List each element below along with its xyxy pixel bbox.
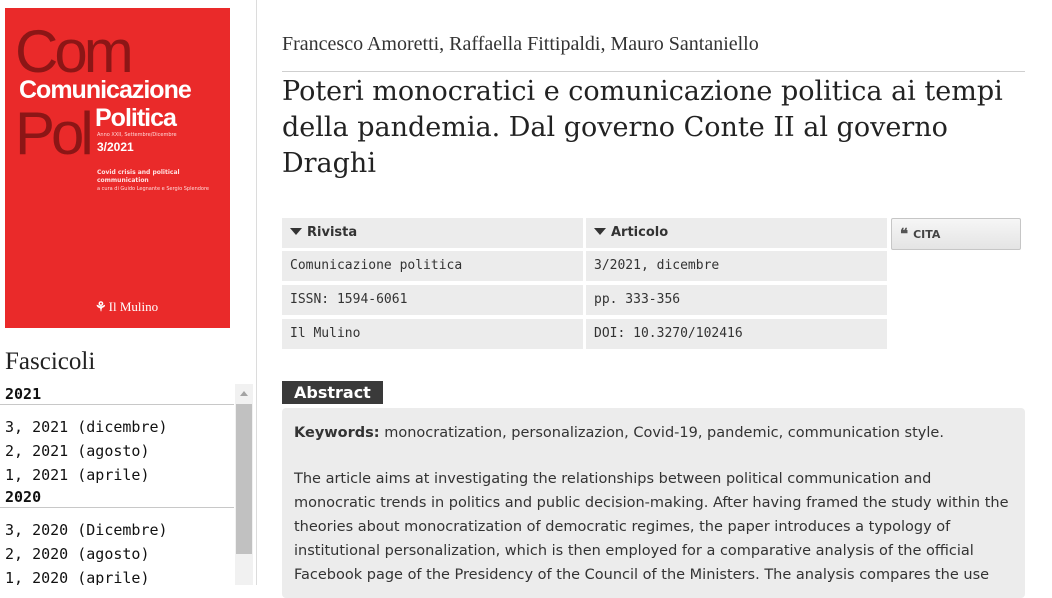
left-column	[0, 0, 257, 585]
articolo-header-label: Articolo	[611, 225, 669, 240]
cover-big-com: Com	[15, 18, 130, 85]
issue-link[interactable]: 2, 2021 (agosto)	[5, 442, 150, 460]
article-title: Poteri monocratici e comunicazione politica ai tempi della pandemia. Dal governo Conte II al governo Draghi	[282, 76, 1003, 179]
quote-icon: ❝	[900, 225, 909, 243]
issue-link[interactable]: 2, 2020 (agosto)	[5, 545, 150, 563]
cover-issue: 3/2021	[97, 140, 134, 154]
title-divider	[282, 71, 1025, 72]
caret-down-icon	[290, 228, 302, 235]
cover-publisher	[95, 299, 158, 315]
issue-link[interactable]: 1, 2021 (aprile)	[5, 466, 150, 484]
scrollbar-thumb[interactable]	[236, 404, 252, 554]
cita-label: CITA	[913, 228, 941, 241]
publisher: Il Mulino	[282, 319, 583, 349]
article-pages: pp. 333-356	[586, 285, 887, 315]
abstract-box	[282, 408, 1025, 598]
article-issue: 3/2021, dicembre	[586, 251, 887, 281]
cover-title-line1: Comunicazione	[19, 76, 191, 104]
cover-meta: Anno XXII, Settembre/Dicembre	[97, 132, 177, 138]
issue-link[interactable]: 3, 2021 (dicembre)	[5, 418, 168, 436]
cita-button[interactable]	[891, 218, 1021, 250]
issue-link[interactable]: 3, 2020 (Dicembre)	[5, 521, 168, 539]
cover-curators: a cura di Guido Legnante e Sergio Splendore	[97, 186, 209, 192]
keywords-text: monocratization, personalizazion, Covid-19, pandemic, communication style.	[379, 425, 944, 441]
year-heading-2020: 2020	[0, 487, 234, 508]
abstract-label: Abstract	[282, 381, 383, 404]
cover-subtitle: Covid crisis and political communication	[97, 169, 180, 184]
fascicoli-heading: Fascicoli	[5, 348, 96, 375]
publisher-logo-icon: ⚘	[95, 299, 107, 314]
publisher-name: Il Mulino	[108, 299, 159, 314]
articolo-header[interactable]	[586, 218, 887, 248]
scroll-up-arrow-icon[interactable]	[240, 391, 248, 396]
issn: ISSN: 1594-6061	[282, 285, 583, 315]
cover-title-line2: Politica	[95, 104, 176, 132]
rivista-name: Comunicazione politica	[282, 251, 583, 281]
issues-scrollbar[interactable]	[235, 384, 253, 585]
keywords-line	[294, 421, 1013, 445]
cover-big-pol: Pol	[15, 100, 90, 167]
article-authors: Francesco Amoretti, Raffaella Fittipaldi, Mauro Santaniello	[282, 33, 759, 55]
rivista-header[interactable]	[282, 218, 583, 248]
rivista-header-label: Rivista	[307, 225, 358, 240]
issues-list	[0, 384, 234, 585]
issue-link[interactable]: 1, 2020 (aprile)	[5, 569, 150, 585]
doi[interactable]: DOI: 10.3270/102416	[586, 319, 887, 349]
year-heading-2021: 2021	[0, 384, 234, 405]
keywords-label: Keywords:	[294, 425, 380, 441]
journal-cover[interactable]	[5, 8, 230, 328]
caret-down-icon	[594, 228, 606, 235]
abstract-text: The article aims at investigating the relationships between political communication and monocratic trends in politics and public decision-making. After having framed the study within the theories about monocratization of democratic regimes, the paper introduces a typology of institutional personalization, which is then employed for a comparative analysis of the official Facebook page of the Presidency of the Council of the Ministers. The analysis compares the use	[294, 471, 1009, 583]
